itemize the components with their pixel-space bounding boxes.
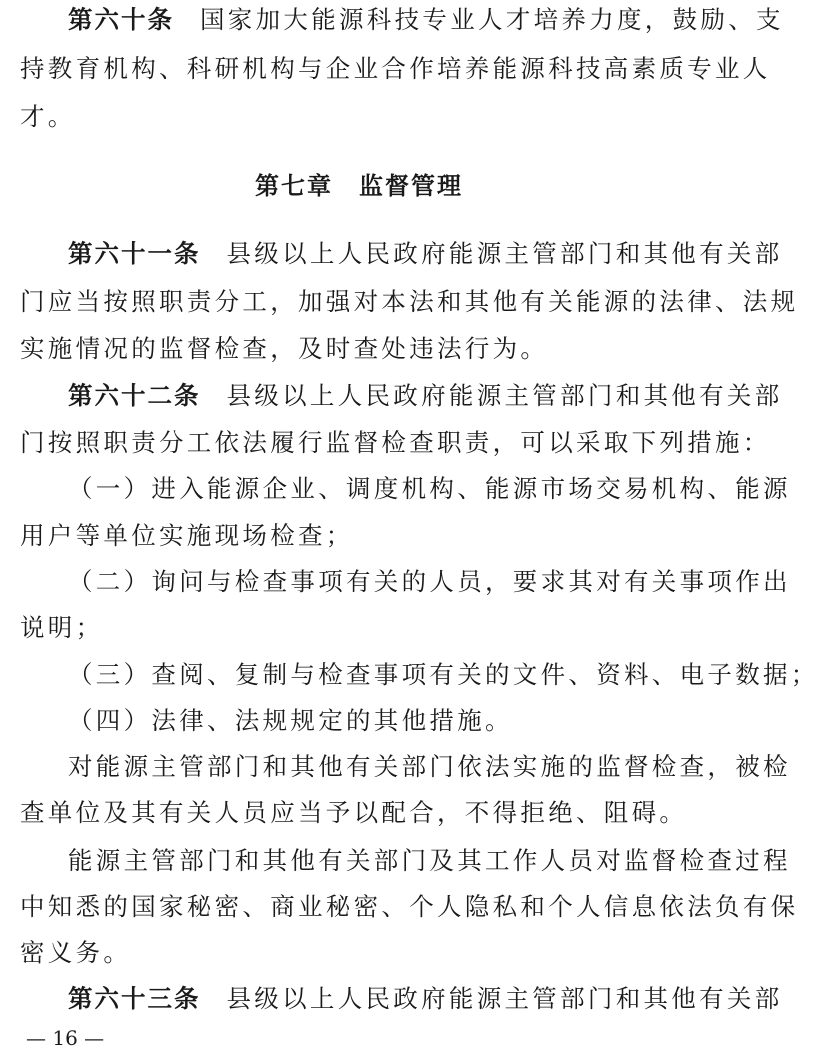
article-62-para-2-line-2: 查单位及其有关人员应当予以配合，不得拒绝、阻碍。 xyxy=(20,798,688,827)
article-62-para-2-line-1: 对能源主管部门和其他有关部门依法实施的监督检查，被检 xyxy=(68,752,791,781)
article-61-label: 第六十一条 xyxy=(68,239,201,268)
article-63-line-1 xyxy=(68,983,783,1015)
chapter-number: 第七章 xyxy=(255,172,333,200)
article-62-item-3: （三）查阅、复制与检查事项有关的文件、资料、电子数据； xyxy=(68,660,819,689)
page-number: — 16 — xyxy=(26,1026,105,1050)
article-62-para-3-line-2: 中知悉的国家秘密、商业秘密、个人隐私和个人信息依法负有保 xyxy=(20,892,799,921)
article-60-line-1 xyxy=(68,4,784,36)
chapter-heading xyxy=(0,170,718,202)
article-62-item-2-line-2: 说明； xyxy=(20,613,104,642)
article-61-line-1 xyxy=(68,238,783,270)
article-60-line-2: 持教育机构、科研机构与企业合作培养能源科技高素质专业人 xyxy=(20,54,771,83)
article-62-para-3-line-3: 密义务。 xyxy=(20,938,132,967)
article-62-line-2: 门按照职责分工依法履行监督检查职责，可以采取下列措施： xyxy=(20,428,771,457)
article-63-label: 第六十三条 xyxy=(68,984,201,1013)
article-62-text-1: 县级以上人民政府能源主管部门和其他有关部 xyxy=(226,381,783,410)
article-62-item-1-line-1: （一）进入能源企业、调度机构、能源市场交易机构、能源 xyxy=(68,474,791,503)
article-62-label: 第六十二条 xyxy=(68,381,201,410)
article-62-item-2-line-1: （二）询问与检查事项有关的人员，要求其对有关事项作出 xyxy=(68,567,791,596)
article-62-line-1 xyxy=(68,380,783,412)
article-60-text-1: 国家加大能源科技专业人才培养力度，鼓励、支 xyxy=(200,5,784,34)
article-60-line-3: 才。 xyxy=(20,102,76,131)
article-63-text-1: 县级以上人民政府能源主管部门和其他有关部 xyxy=(226,984,783,1013)
article-62-item-1-line-2: 用户等单位实施现场检查； xyxy=(20,521,354,550)
article-61-text-1: 县级以上人民政府能源主管部门和其他有关部 xyxy=(226,239,783,268)
article-62-para-3-line-1: 能源主管部门和其他有关部门及其工作人员对监督检查过程 xyxy=(68,846,791,875)
article-62-item-4: （四）法律、法规规定的其他措施。 xyxy=(68,706,513,735)
article-61-line-3: 实施情况的监督检查，及时查处违法行为。 xyxy=(20,334,549,363)
chapter-title: 监督管理 xyxy=(359,172,463,200)
article-61-line-2: 门应当按照职责分工，加强对本法和其他有关能源的法律、法规 xyxy=(20,287,799,316)
article-60-label: 第六十条 xyxy=(68,5,174,34)
